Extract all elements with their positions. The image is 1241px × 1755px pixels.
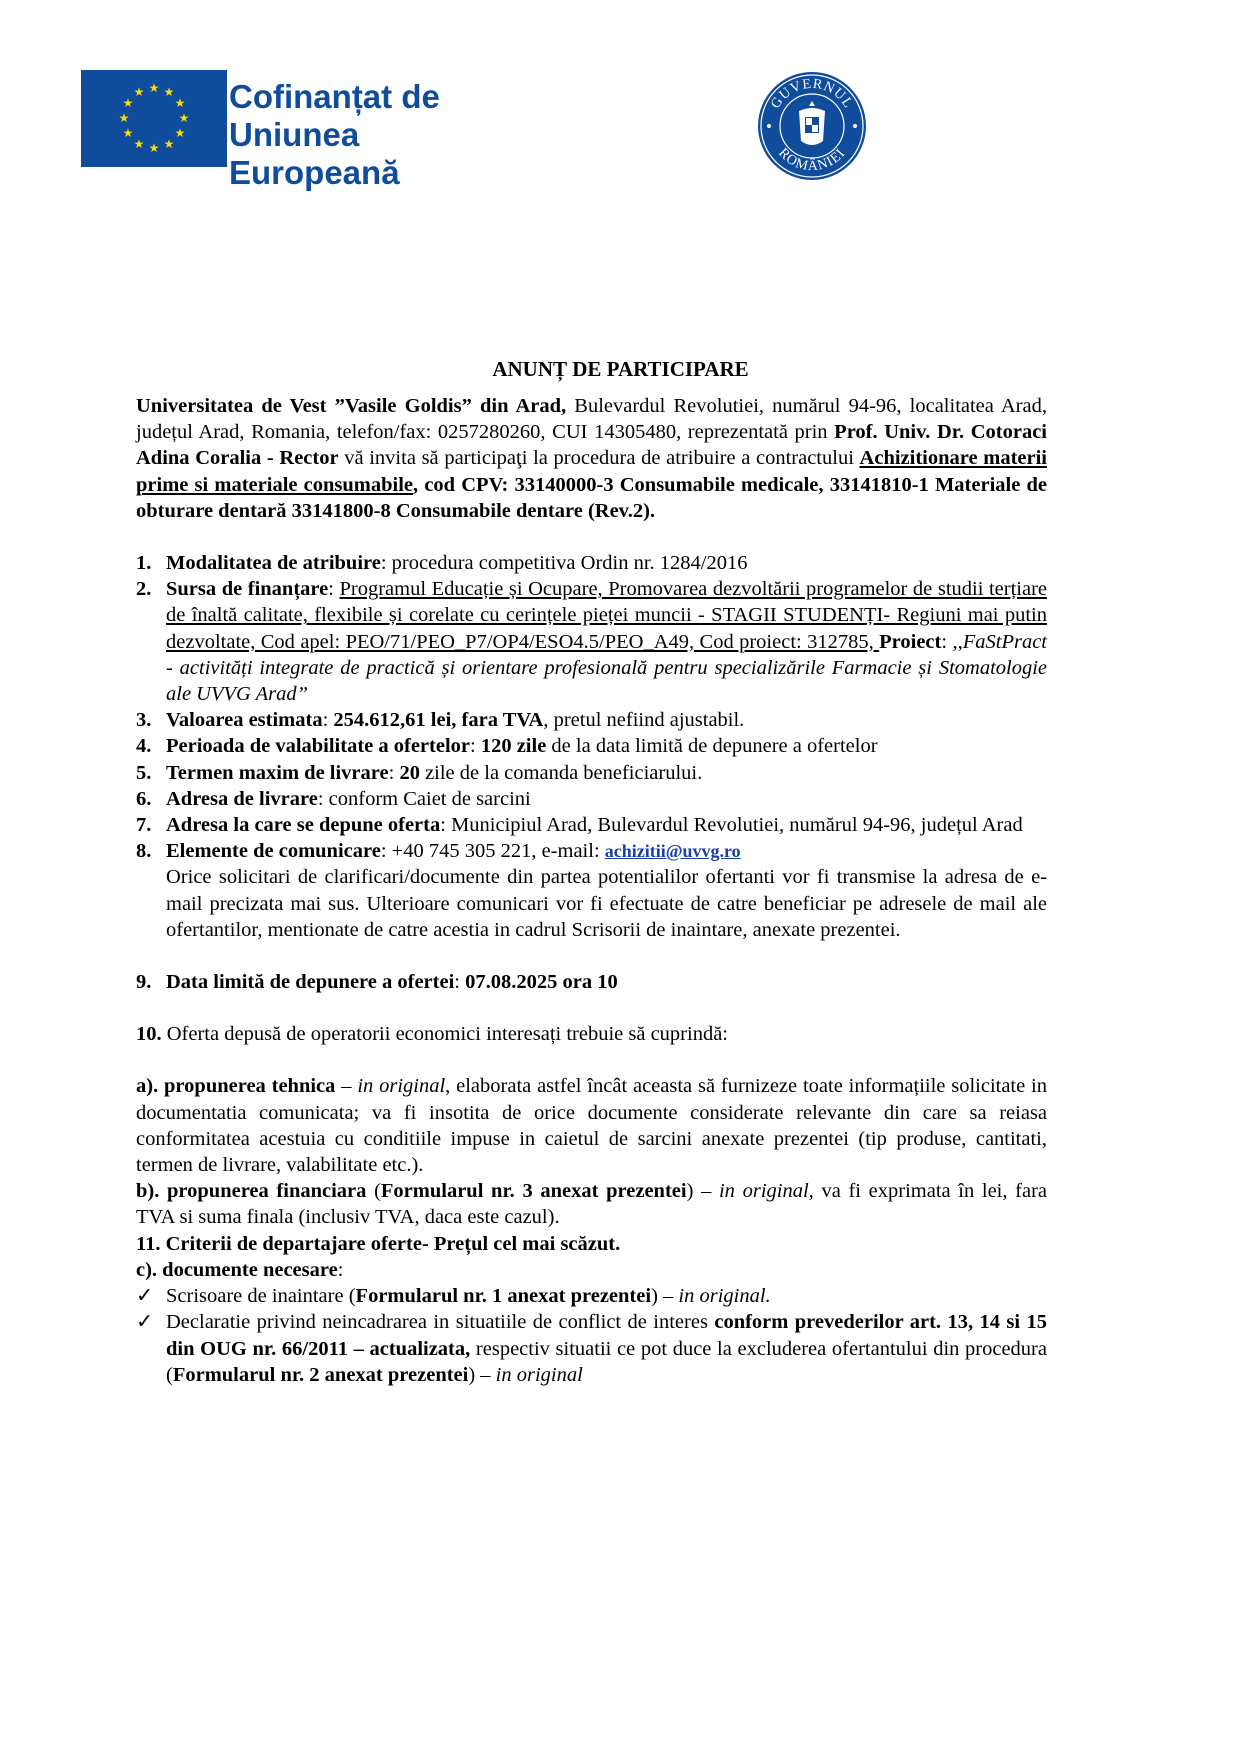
- list-item-delivery-term: 5. Termen maxim de livrare: 20 zile de la comanda beneficiarului.: [136, 761, 703, 784]
- organization-address: Bulevardul Revolutiei, numărul 94-96, localitatea Arad, județul Arad, Romania, telefon/fax: 0257280260, CUI 14305480, reprezentată prin: [136, 395, 1047, 444]
- eu-star-icon: ★: [163, 85, 175, 100]
- eu-star-icon: ★: [133, 136, 145, 151]
- list-item-communication: 8. Elemente de comunicare: +40 745 305 221, e-mail: achizitii@uvvg.ro Orice solicitari de clarificari/documente din partea potentialilor ofertanti vor fi transmise la adresa de e-mail precizata mai sus. Ulterioare comunicari vor fi efectuate de catre beneficiar pe adresele de mail ale ofertantilor, mentionate de catre acestia in cadrul Scrisorii de inaintare, anexate prezentei.: [136, 838, 1047, 943]
- eu-star-icon: ★: [163, 136, 175, 151]
- list-item-award-method: 1. Modalitatea de atribuire: procedura competitiva Ordin nr. 1284/2016: [136, 552, 748, 575]
- document-body: [136, 393, 1047, 1388]
- checkmark-icon: ✓: [136, 1285, 154, 1308]
- eu-logo-line2: Uniunea Europeană: [229, 116, 400, 191]
- communication-note: Orice solicitari de clarificari/documente din partea potentialilor ofertanti vor fi transmise la adresa de e-mail precizata mai sus. Ulterioare comunicari vor fi efectuate de catre beneficiar pe adresele de mail ale ofertantilor, mentionate de catre acestia in cadrul Scrisorii de inaintare, anexate prezentei.: [166, 866, 1047, 941]
- list-item-offer-contents: 10. Oferta depusă de operatorii economici interesați trebuie să cuprindă:: [136, 1023, 728, 1046]
- checkmark-icon: ✓: [136, 1311, 154, 1334]
- crest-top-text: GUVERNUL: [768, 76, 856, 112]
- romanian-government-crest-icon: [757, 71, 867, 181]
- cpv-codes: , cod CPV: 33140000-3 Consumabile medicale, 33141810-1 Materiale de obturare dentară 33141800-8 Consumabile dentare (Rev.2).: [136, 473, 1047, 522]
- eu-star-icon: ★: [178, 111, 190, 125]
- document-item: ✓ Declaratie privind neincadrarea in situatiile de conflict de interes conform prevederilor art. 13, 14 si 15 din OUG nr. 66/2011 – actualizata, respectiv situatii ce pot duce la excluderea ofertantului din procedura (Formularul nr. 2 anexat prezentei) – in original: [136, 1311, 1047, 1386]
- list-item-deadline: 9. Data limită de depunere a ofertei: 07.08.2025 ora 10: [136, 971, 618, 994]
- technical-proposal: a). propunerea tehnica – in original, elaborata astfel încât aceasta să furnizeze toate informațiile solicitate in documentatia comunicata; va fi insotita de orice documente considerate relevante din care sa reiasa conformitatea acestuia cu conditiile impuse in caietul de sarcini anexate prezentei (tip produse, cantitati, termen de livrare, valabilitate etc.).: [136, 1075, 1048, 1177]
- eu-logo-line1: Cofinanțat de: [229, 78, 440, 115]
- crest-bottom-text: ROMÂNIEI: [775, 145, 849, 175]
- list-item-estimated-value: 3. Valoarea estimata: 254.612,61 lei, fara TVA, pretul nefiind ajustabil.: [136, 709, 745, 732]
- list-item-submission-address: 7. Adresa la care se depune oferta: Municipiul Arad, Bulevardul Revolutiei, numărul 94-96, județul Arad: [136, 814, 1023, 837]
- organization-name: Universitatea de Vest ”Vasile Goldis” din Arad,: [136, 395, 567, 417]
- eu-logo-text: [229, 78, 536, 192]
- eu-star-icon: ★: [118, 111, 130, 125]
- list-item-delivery-address: 6. Adresa de livrare: conform Caiet de sarcini: [136, 787, 531, 810]
- eu-cofinancing-logo: [81, 70, 536, 191]
- list-item-offer-validity: 4. Perioada de valabilitate a ofertelor: 120 zile de la data limită de depunere a ofertelor: [136, 735, 878, 758]
- invitation-text: vă invita să participaţi la procedura de atribuire a contractului: [338, 447, 860, 470]
- eu-flag-icon: [81, 70, 227, 167]
- intro-paragraph: [136, 393, 1047, 524]
- eu-star-icon: ★: [148, 81, 160, 95]
- representative: Prof. Univ. Dr. Cotoraci Adina Coralia - Rector: [136, 421, 1047, 470]
- eu-star-icon: ★: [133, 85, 145, 100]
- email-link[interactable]: achizitii@uvvg.ro: [604, 841, 741, 862]
- eu-star-icon: ★: [122, 96, 134, 110]
- project-name: ,,FaStPract - activități integrate de practică și orientare profesională pentru specializările Farmacie și Stomatologie ale UVVG Arad”: [166, 630, 1047, 706]
- eu-star-icon: ★: [174, 126, 186, 140]
- document-item: ✓ Scrisoare de inaintare (Formularul nr. 1 anexat prezentei) – in original.: [136, 1283, 1047, 1309]
- contract-name: Achizitionare materii prime si materiale consumabile: [136, 447, 1047, 496]
- financial-proposal: b). propunerea financiara (Formularul nr. 3 anexat prezentei) – in original, va fi exprimata în lei, fara TVA si suma finala (inclusiv TVA, daca este cazul).: [136, 1180, 1048, 1229]
- deadline-value: 07.08.2025 ora 10: [465, 971, 618, 994]
- required-documents-heading: c). documente necesare:: [136, 1258, 344, 1281]
- document-title: ANUNȚ DE PARTICIPARE: [492, 357, 749, 381]
- eu-star-icon: ★: [122, 126, 134, 140]
- list-item-funding-source: 2. Sursa de finanțare: Programul Educație și Ocupare, Promovarea dezvoltării programelor de studii terțiare de înaltă calitate, flexibile și corelate cu cerințele pieței muncii - STAGII STUDENȚI- Regiuni mai putin dezvoltate, Cod apel: PEO/71/PEO_P7/OP4/ESO4.5/PEO_A49, Cod proiect: 312785, Proiect: ,,FaStPract - activități integrate de practică și orientare profesională pentru specializările Farmacie și Stomatologie ale UVVG Arad”: [136, 578, 1048, 706]
- eu-star-icon: ★: [174, 96, 186, 110]
- award-criteria: 11. Criterii de departajare oferte- Prețul cel mai scăzut.: [136, 1232, 621, 1255]
- eu-star-icon: ★: [148, 141, 160, 155]
